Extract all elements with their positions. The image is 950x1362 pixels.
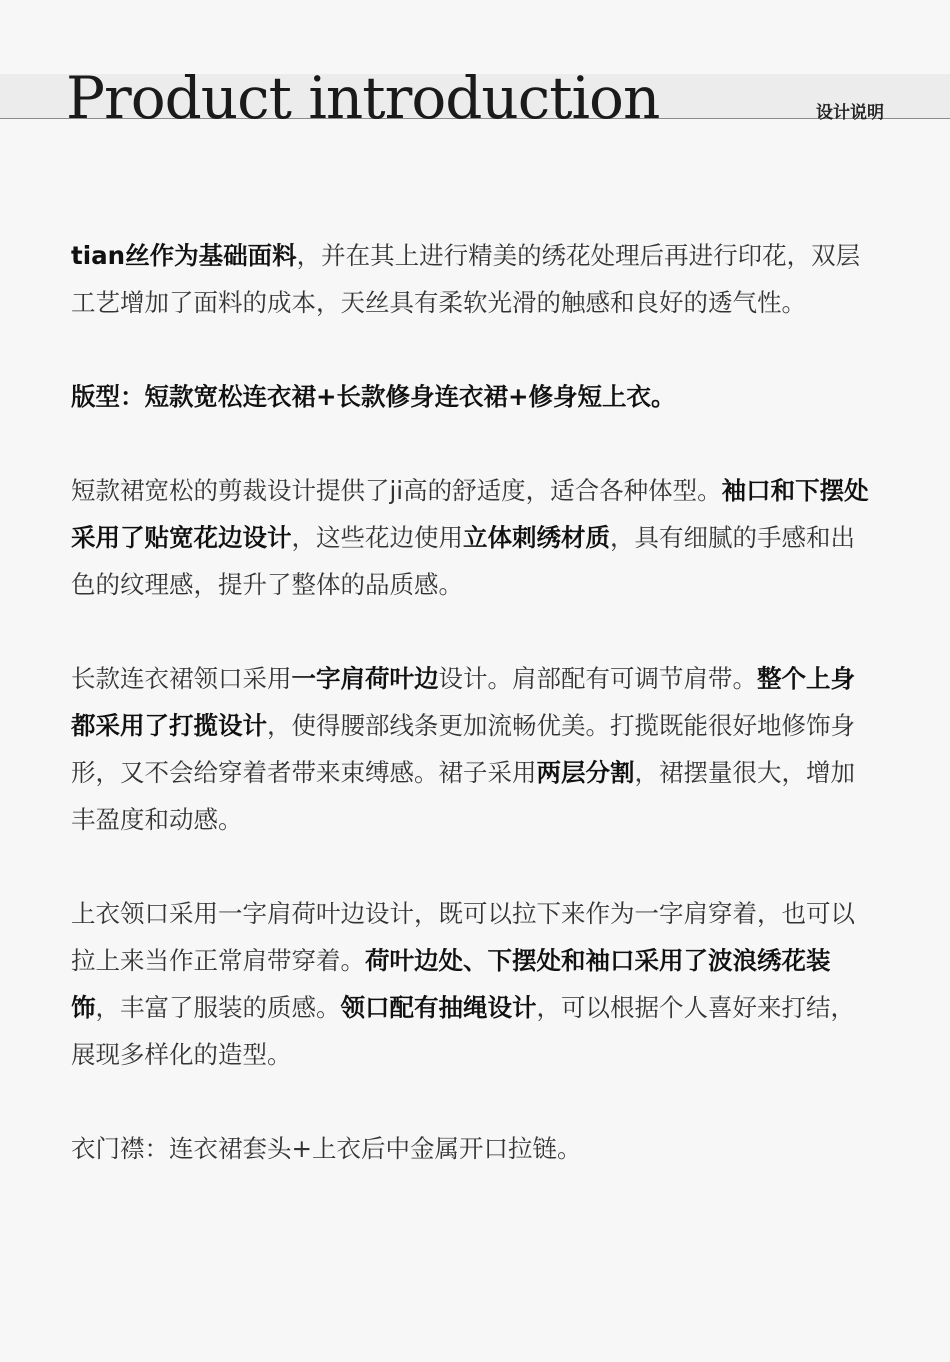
text-segment: 荷叶边处、下摆处和袖口采用了波浪绣花装饰 [71,946,831,1022]
paragraph-top [71,890,871,1078]
paragraph-silhouette [71,373,871,420]
text-segment: 立体刺绣材质 [463,523,610,552]
paragraph-short-dress [71,467,871,608]
text-segment: ，可以根据个人喜好来打结，展现多样化的造型。 [71,993,855,1069]
page-subtitle: 设计说明 [816,103,884,123]
paragraph-fabric [71,232,871,326]
text-segment: ，并在其上进行精美的绣花处理后再进行印花，双层工艺增加了面料的成本，天丝具有柔软光滑的触感和良好的透气性。 [71,241,861,317]
text-segment: 设计。肩部配有可调节肩带。 [438,664,757,693]
text-segment: 衣门襟：连衣裙套头+上衣后中金属开口拉链。 [71,1134,582,1163]
text-segment: 一字肩荷叶边 [291,664,439,693]
text-segment: tian丝作为基础面料 [71,241,297,270]
text-segment: ，使得腰部线条更加流畅优美。打揽既能很好地修饰身形，又不会给穿着者带来束缚感。裙子采用 [71,711,855,787]
text-segment: 整个上身都采用了打揽设计 [71,664,855,740]
description-body [71,232,871,1172]
text-segment: 上衣领口采用一字肩荷叶边设计，既可以拉下来作为一字肩穿着，也可以拉上来当作正常肩带穿着。 [71,899,855,975]
text-segment: ，裙摆量很大，增加丰盈度和动感。 [71,758,855,834]
text-segment: ，丰富了服装的质感。 [95,993,341,1022]
text-segment: ，具有细腻的手感和出色的纹理感，提升了整体的品质感。 [71,523,855,599]
text-segment: ，这些花边使用 [291,523,463,552]
text-segment: 短款裙宽松的剪裁设计提供了ji高的舒适度，适合各种体型。 [71,476,722,505]
text-segment: 版型：短款宽松连衣裙+长款修身连衣裙+修身短上衣。 [71,382,676,411]
text-segment: 两层分割 [536,758,635,787]
text-segment: 长款连衣裙领口采用 [71,664,292,693]
text-segment: 袖口和下摆处采用了贴宽花边设计 [71,476,869,552]
page-title: Product introduction [66,64,660,132]
paragraph-closure [71,1125,871,1172]
paragraph-long-dress [71,655,871,843]
text-segment: 领口配有抽绳设计 [340,993,537,1022]
